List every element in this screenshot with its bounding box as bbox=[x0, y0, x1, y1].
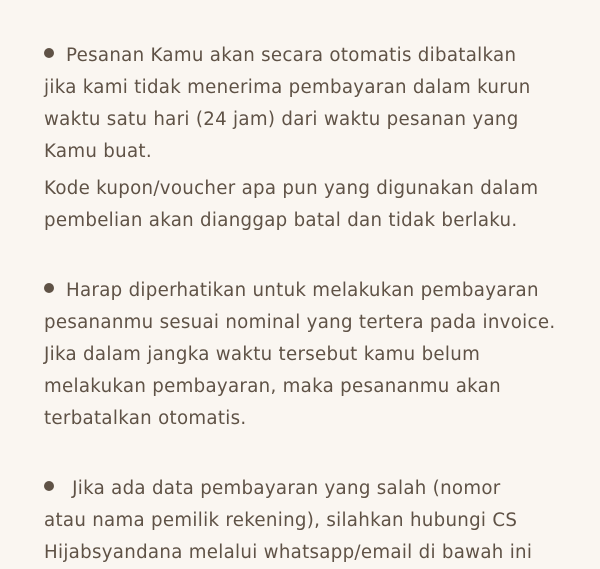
note-line: melakukan pembayaran, maka pesananmu akan bbox=[44, 376, 501, 397]
note-line: waktu satu hari (24 jam) dari waktu pesanan yang bbox=[44, 109, 519, 130]
note-line: Kode kupon/voucher apa pun yang digunakan dalam bbox=[44, 178, 539, 199]
bullet-icon bbox=[44, 283, 54, 293]
note-line: Jika ada data pembayaran yang salah (nomor bbox=[44, 473, 584, 505]
note-line: pembelian akan dianggap batal dan tidak berlaku. bbox=[44, 210, 518, 231]
note-nominal bbox=[44, 275, 584, 435]
note-line: pesananmu sesuai nominal yang tertera pada invoice. bbox=[44, 312, 556, 333]
note-line: terbatalkan otomatis. bbox=[44, 408, 247, 429]
bullet-icon bbox=[44, 48, 54, 58]
payment-notes bbox=[44, 40, 584, 569]
note-cancellation bbox=[44, 40, 584, 168]
note-contact-cs bbox=[44, 473, 584, 569]
note-line: Harap diperhatikan untuk melakukan pembayaran bbox=[44, 275, 584, 307]
note-line: Pesanan Kamu akan secara otomatis dibatalkan bbox=[44, 40, 584, 72]
note-line: Hijabsyandana melalui whatsapp/email di bawah ini bbox=[44, 542, 533, 563]
note-line: atau nama pemilik rekening), silahkan hubungi CS bbox=[44, 510, 518, 531]
note-line: Kamu buat. bbox=[44, 141, 152, 162]
note-line: Jika dalam jangka waktu tersebut kamu belum bbox=[44, 344, 481, 365]
bullet-icon bbox=[44, 481, 54, 491]
note-line: jika kami tidak menerima pembayaran dalam kurun bbox=[44, 77, 531, 98]
note-voucher bbox=[44, 173, 584, 237]
